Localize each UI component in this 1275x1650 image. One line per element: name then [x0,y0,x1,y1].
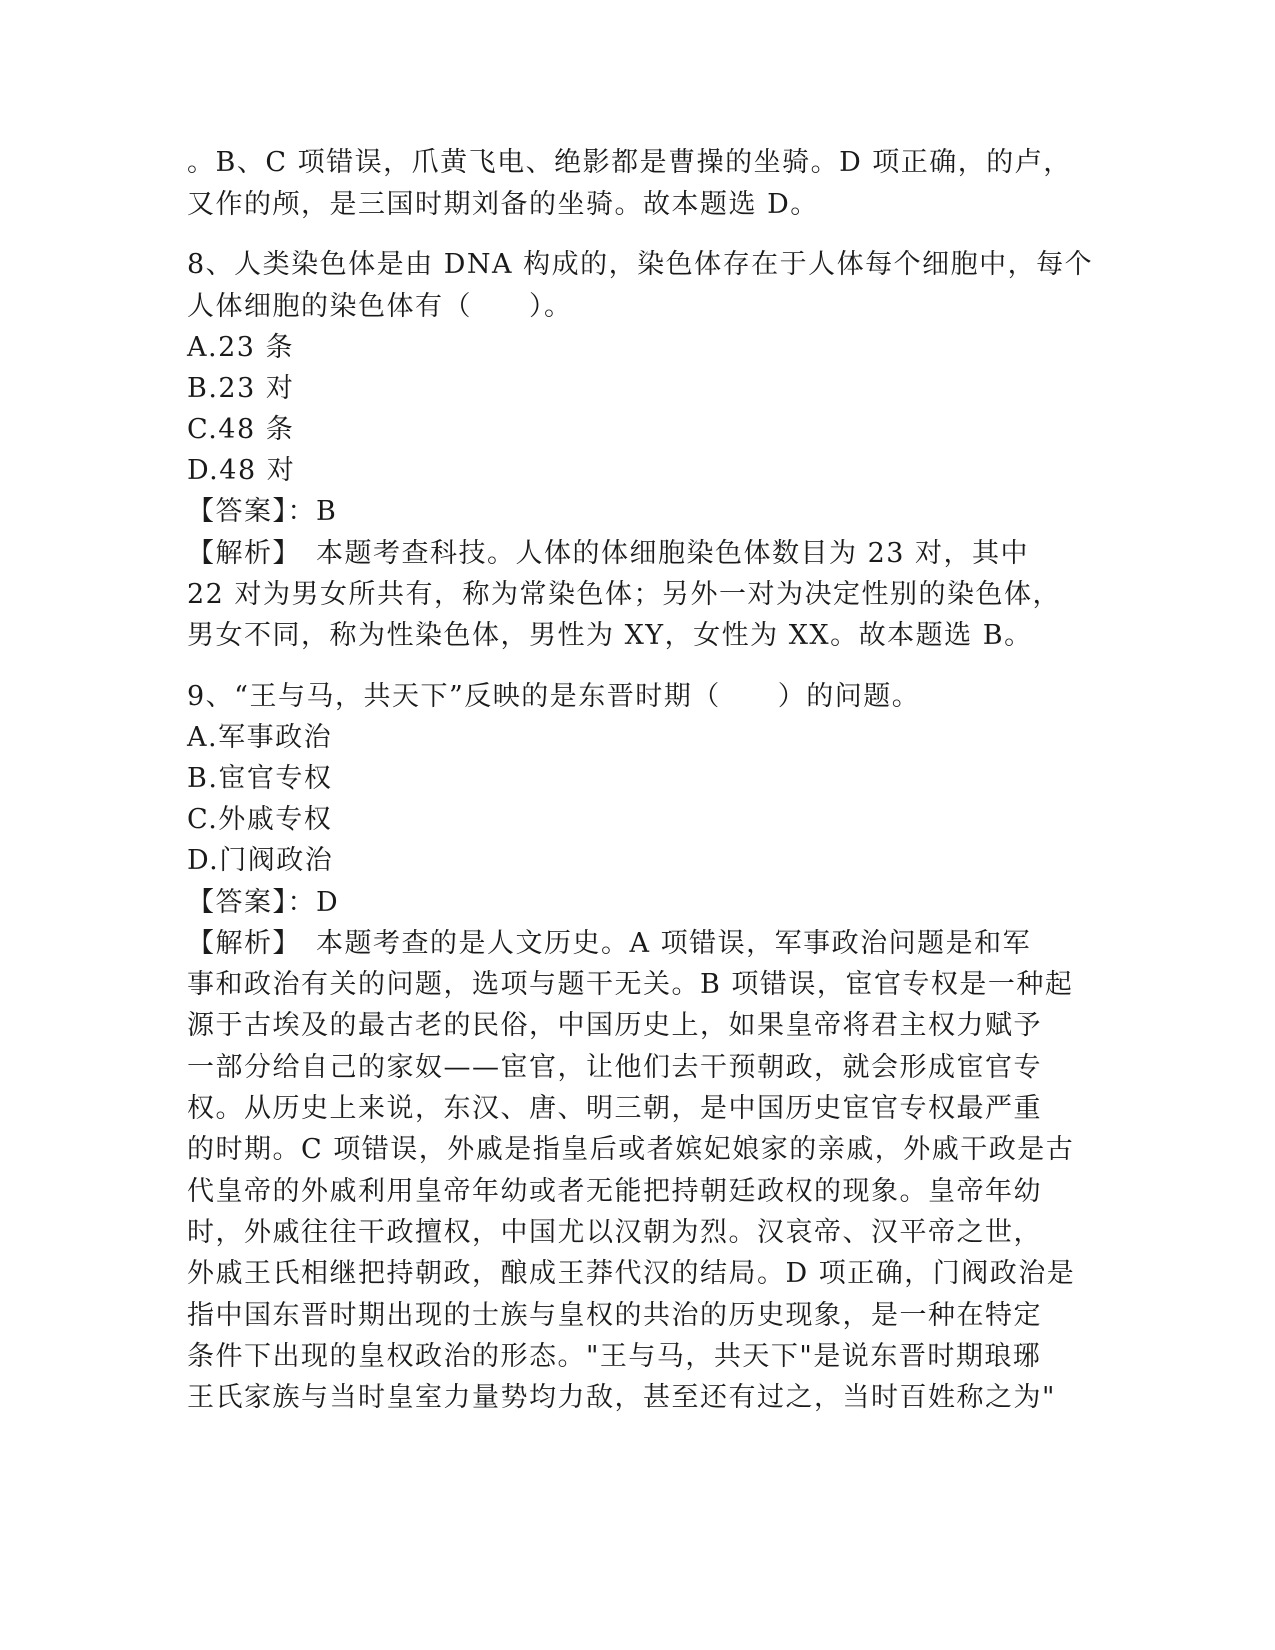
question-9-explanation: 代皇帝的外戚利用皇帝年幼或者无能把持朝廷政权的现象。皇帝年幼 [187,1176,1042,1207]
question-8-stem: 人体细胞的染色体有（ ）。 [187,291,573,322]
question-9-explanation: 权。从历史上来说，东汉、唐、明三朝，是中国历史宦官专权最严重 [187,1093,1042,1124]
question-9-explanation: 事和政治有关的问题，选项与题干无关。B 项错误，宦官专权是一种起 [187,969,1074,1000]
question-9-explanation: 指中国东晋时期出现的士族与皇权的共治的历史现象，是一种在特定 [187,1300,1042,1331]
text-line: 又作的颅，是三国时期刘备的坐骑。故本题选 D。 [187,189,819,220]
question-9-answer: 【答案】：D [187,887,340,918]
question-9-explanation: 【解析】 本题考查的是人文历史。A 项错误，军事政治问题是和军 [187,928,1032,959]
question-9-explanation: 条件下出现的皇权政治的形态。"王与马，共天下"是说东晋时期琅琊 [187,1341,1042,1372]
question-9-explanation: 源于古埃及的最古老的民俗，中国历史上，如果皇帝将君主权力赋予 [187,1010,1042,1041]
question-8-option-c: C.48 条 [187,414,295,445]
question-8-stem: 8、人类染色体是由 DNA 构成的，染色体存在于人体每个细胞中，每个 [187,249,1094,280]
question-9-explanation: 一部分给自己的家奴——宦官，让他们去干预朝政，就会形成宦官专 [187,1052,1042,1083]
question-8-option-d: D.48 对 [187,455,296,486]
question-9-option-d: D.门阀政治 [187,845,334,876]
question-8-answer: 【答案】：B [187,496,338,527]
question-9-explanation: 的时期。C 项错误，外戚是指皇后或者嫔妃娘家的亲戚，外戚干政是古 [187,1134,1075,1165]
text-line: 。B、C 项错误，爪黄飞电、绝影都是曹操的坐骑。D 项正确，的卢， [187,147,1072,178]
question-9-option-c: C.外戚专权 [187,804,333,835]
question-8-explanation: 22 对为男女所共有，称为常染色体；另外一对为决定性别的染色体， [187,579,1061,610]
question-8-explanation: 【解析】 本题考查科技。人体的体细胞染色体数目为 23 对，其中 [187,538,1030,569]
question-8-option-b: B.23 对 [187,373,295,404]
question-8-explanation: 男女不同，称为性染色体，男性为 XY，女性为 XX。故本题选 B。 [187,620,1033,651]
question-9-option-b: B.宦官专权 [187,763,333,794]
question-9-option-a: A.军事政治 [187,722,333,753]
question-9-explanation: 时，外戚往往干政擅权，中国尤以汉朝为烈。汉哀帝、汉平帝之世， [187,1217,1042,1248]
question-9-stem: 9、“王与马，共天下”反映的是东晋时期（ ）的问题。 [187,681,921,712]
question-9-explanation: 王氏家族与当时皇室力量势均力敌，甚至还有过之，当时百姓称之为" [187,1382,1056,1413]
question-9-explanation: 外戚王氏相继把持朝政，酿成王莽代汉的结局。D 项正确，门阀政治是 [187,1258,1076,1289]
question-8-option-a: A.23 条 [187,332,295,363]
